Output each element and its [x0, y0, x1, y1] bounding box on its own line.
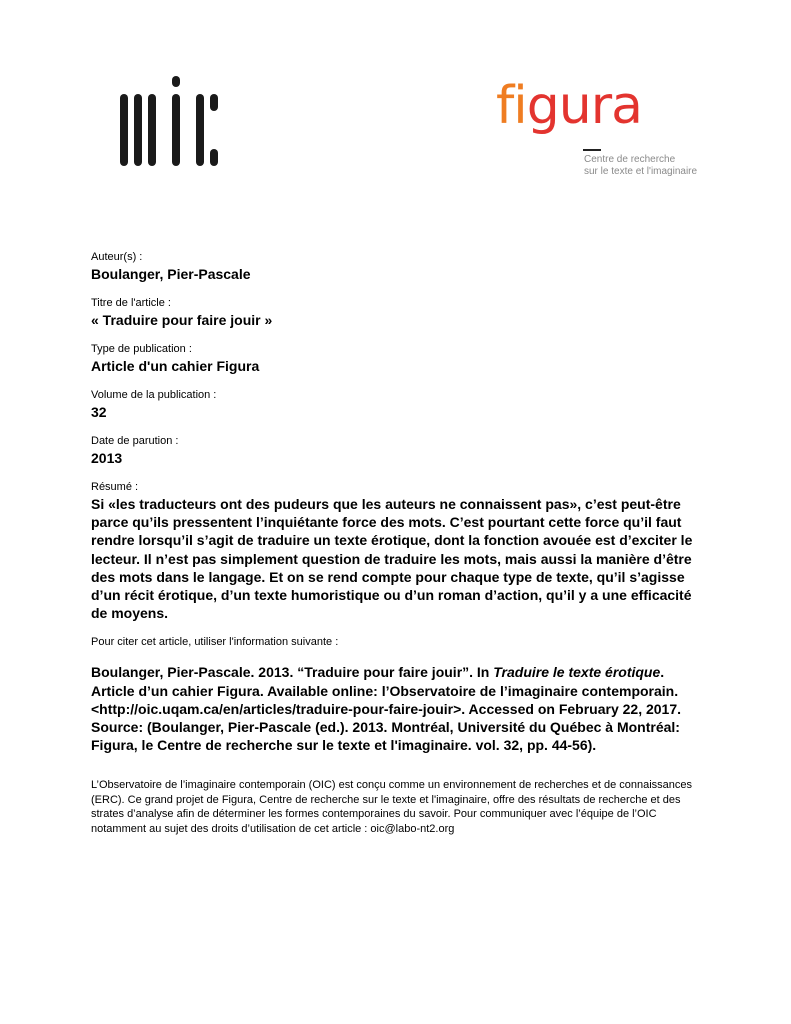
pubtype-value: Article d'un cahier Figura	[91, 358, 260, 374]
citation-text: Boulanger, Pier-Pascale. 2013. “Traduire pour faire jouir”. In Traduire le texte érotique. Article d’un cahier Figura. Available online: l’Observatoire de l’imaginaire contemporain. <http://oic.uqam.ca/en/articles/traduire-pour-faire-jouir>. Accessed on February 22, 2017. Source: (Boulanger, Pier-Pascale (ed.). 2013. Montréal, Université du Québec à Montréal: Figura, le Centre de recherche sur le texte et l'imaginaire. vol. 32, pp. 44-56).	[91, 664, 682, 754]
abstract-label: Résumé :	[91, 481, 139, 493]
date-label: Date de parution :	[91, 435, 179, 447]
abstract-text: Si «les traducteurs ont des pudeurs que les auteurs ne connaissent pas», c’est peut-être parce qu’ils pressentent l’inquiétante force des mots. C’est pourtant cette force qu’il faut rendre lorsqu’il s’agit de traduire un texte érotique, dont la fonction avouée est d’exciter le lecteur. Il n’est pas simplement question de traduire les mots, mais aussi la manière d’être des mots dans le langage. Et on se rend compte pour chaque type de texte, qu’il s’agisse d’un récit érotique, d’un texte humoristique ou d’un roman d’action, qu’il y a une efficacité de moyens.	[91, 496, 693, 622]
figura-subtitle: Centre de recherche sur le texte et l'imaginaire	[584, 154, 698, 177]
footer-note: L’Observatoire de l’imaginaire contemporain (OIC) est conçu comme un environnement de recherches et de connaissances (ERC). Ce grand projet de Figura, Centre de recherche sur le texte et l'imaginaire, offre des résultats de recherche et des strates d’analyse afin de déterminer les formes contemporaines du savoir. Pour communiquer avec l’équipe de l’OIC notamment au sujet des droits d’utilisation de cet article : oic@labo-nt2.org	[91, 779, 693, 835]
oic-logo	[120, 76, 230, 166]
author-value: Boulanger, Pier-Pascale	[91, 266, 251, 282]
citation-label: Pour citer cet article, utiliser l'information suivante :	[91, 636, 339, 649]
pubtype-label: Type de publication :	[91, 343, 192, 355]
volume-label: Volume de la publication :	[91, 389, 217, 401]
title-value: « Traduire pour faire jouir »	[91, 312, 273, 328]
figura-divider	[583, 149, 601, 151]
figura-wordmark: figura	[496, 76, 642, 136]
record-content	[91, 250, 711, 836]
author-label: Auteur(s) :	[91, 251, 143, 263]
volume-value: 32	[91, 404, 107, 420]
figura-logo	[496, 76, 698, 184]
date-value: 2013	[91, 450, 123, 466]
title-label: Titre de l'article :	[91, 297, 171, 309]
